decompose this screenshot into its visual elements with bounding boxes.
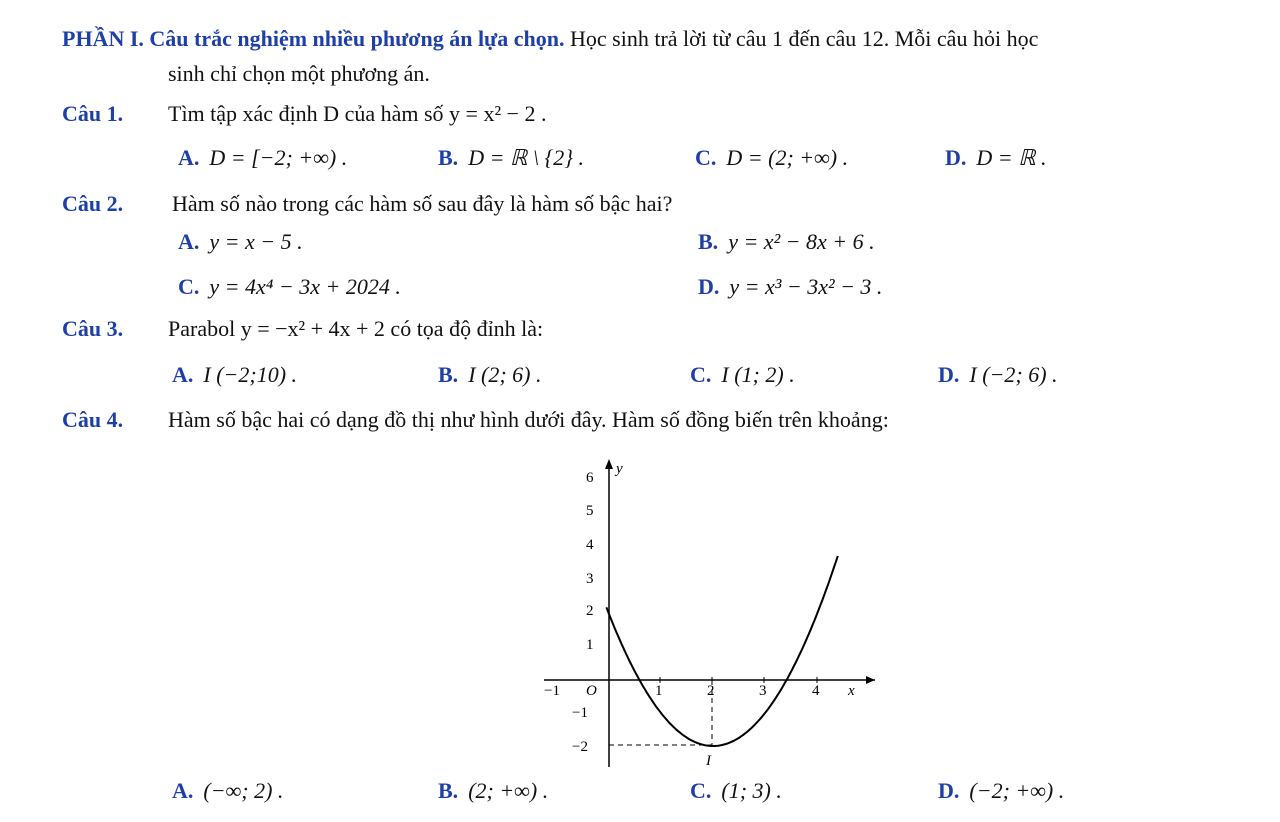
option-text: I (−2;10) .: [203, 362, 298, 387]
option-key: D.: [945, 145, 967, 170]
q1-option-d[interactable]: [945, 145, 1047, 171]
option-text: (−2; +∞) .: [969, 778, 1065, 803]
option-key: A.: [172, 778, 194, 803]
option-key: C.: [178, 274, 200, 299]
parabola-graph: [530, 455, 880, 775]
option-key: C.: [690, 778, 712, 803]
y-tick: 1: [586, 637, 594, 653]
option-text: y = 4x⁴ − 3x + 2024 .: [209, 274, 401, 299]
q1-option-b[interactable]: [438, 145, 584, 171]
question-2-label: Câu 2.: [62, 191, 124, 216]
option-key: D.: [698, 274, 720, 299]
q4-option-a[interactable]: [172, 778, 283, 804]
q3-option-d[interactable]: [938, 362, 1058, 388]
question-1-label: Câu 1.: [62, 101, 124, 126]
part-instruction-2: sinh chỉ chọn một phương án.: [168, 61, 430, 86]
parabola-curve: [606, 556, 837, 746]
x-tick: 2: [707, 683, 715, 699]
question-4-label: Câu 4.: [62, 407, 124, 432]
q2-option-d[interactable]: [698, 274, 882, 300]
option-key: B.: [438, 145, 459, 170]
y-tick: 6: [586, 470, 594, 486]
x-tick: 1: [655, 683, 663, 699]
q4-option-d[interactable]: [938, 778, 1064, 804]
part-header: [62, 26, 1038, 52]
option-text: I (−2; 6) .: [969, 362, 1058, 387]
q2-option-a[interactable]: [178, 229, 303, 255]
question-3-text: Parabol y = −x² + 4x + 2 có tọa độ đỉnh là:: [168, 316, 544, 341]
option-text: D = (2; +∞) .: [726, 145, 849, 170]
q1-option-c[interactable]: [695, 145, 848, 171]
option-text: y = x³ − 3x² − 3 .: [729, 274, 883, 299]
q4-option-b[interactable]: [438, 778, 548, 804]
y-tick: −2: [572, 739, 588, 755]
x-tick: 4: [812, 683, 820, 699]
question-1-text: Tìm tập xác định D của hàm số y = x² − 2 .: [168, 101, 547, 126]
y-tick: 2: [586, 603, 594, 619]
option-key: B.: [438, 778, 459, 803]
option-key: A.: [178, 229, 200, 254]
q3-option-c[interactable]: [690, 362, 795, 388]
option-text: y = x − 5 .: [209, 229, 303, 254]
question-2-text: Hàm số nào trong các hàm số sau đây là hàm số bậc hai?: [172, 191, 673, 216]
x-tick: −1: [544, 683, 560, 699]
question-3-label: Câu 3.: [62, 316, 124, 341]
option-key: C.: [695, 145, 717, 170]
option-key: A.: [172, 362, 194, 387]
option-key: C.: [690, 362, 712, 387]
option-key: D.: [938, 778, 960, 803]
option-text: y = x² − 8x + 6 .: [728, 229, 875, 254]
q3-option-a[interactable]: [172, 362, 297, 388]
q2-option-c[interactable]: [178, 274, 401, 300]
option-text: I (2; 6) .: [468, 362, 542, 387]
option-key: B.: [698, 229, 719, 254]
option-text: (2; +∞) .: [468, 778, 549, 803]
option-key: B.: [438, 362, 459, 387]
option-text: I (1; 2) .: [721, 362, 795, 387]
q1-option-a[interactable]: [178, 145, 347, 171]
y-axis-arrow: [605, 459, 613, 469]
option-text: D = ℝ \ {2} .: [468, 145, 585, 170]
y-axis-label: y: [616, 461, 623, 477]
x-axis-label: x: [848, 683, 855, 699]
q4-option-c[interactable]: [690, 778, 782, 804]
origin-label: O: [586, 683, 597, 699]
y-tick: −1: [572, 705, 588, 721]
y-tick: 3: [586, 571, 594, 587]
option-text: (−∞; 2) .: [203, 778, 284, 803]
option-key: A.: [178, 145, 200, 170]
y-tick: 4: [586, 537, 594, 553]
x-tick: 3: [759, 683, 767, 699]
vertex-label: I: [706, 753, 711, 769]
q2-option-b[interactable]: [698, 229, 875, 255]
part-title: PHẦN I. Câu trắc nghiệm nhiều phương án lựa chọn.: [62, 26, 565, 51]
question-4-text: Hàm số bậc hai có dạng đồ thị như hình dưới đây. Hàm số đồng biến trên khoảng:: [168, 407, 889, 432]
option-text: D = [−2; +∞) .: [209, 145, 348, 170]
option-text: D = ℝ .: [976, 145, 1047, 170]
x-axis-arrow: [866, 676, 875, 684]
y-tick: 5: [586, 503, 594, 519]
q3-option-b[interactable]: [438, 362, 542, 388]
option-text: (1; 3) .: [721, 778, 782, 803]
part-instruction-1: Học sinh trả lời từ câu 1 đến câu 12. Mỗi câu hỏi học: [570, 26, 1039, 51]
option-key: D.: [938, 362, 960, 387]
